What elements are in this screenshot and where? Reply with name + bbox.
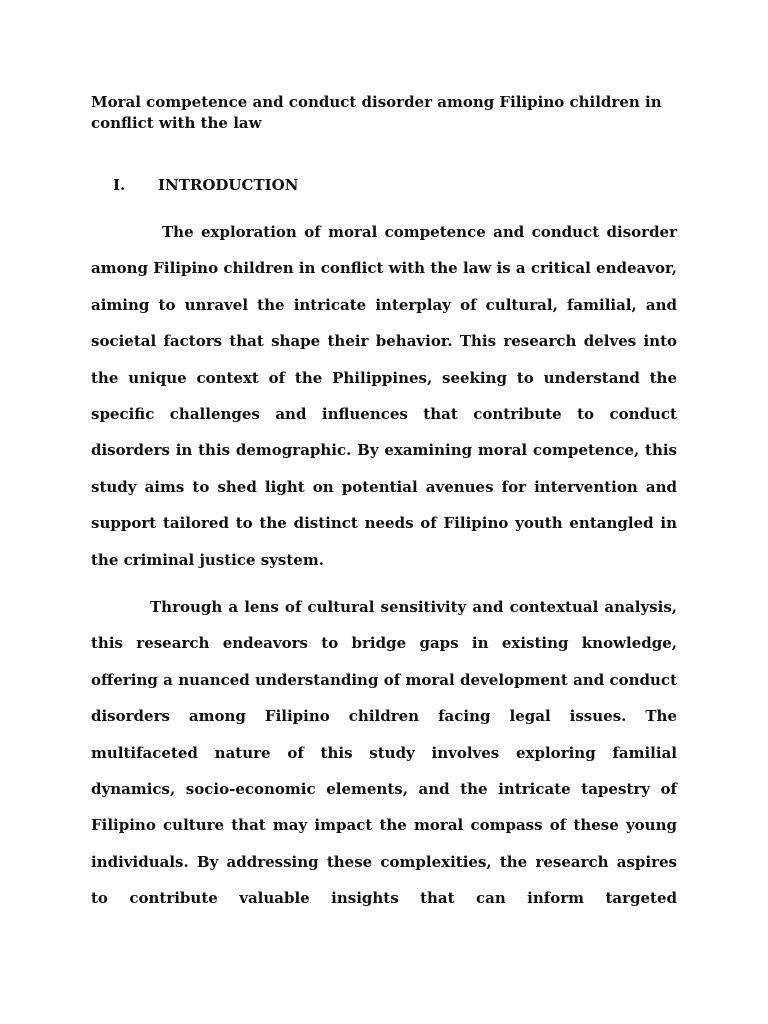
section-heading (113, 175, 298, 196)
section-number: I. (113, 176, 126, 194)
body-paragraph-1: The exploration of moral competence and conduct disorder among Filipino children in conflict with the law is a critical endeavor, aiming to unravel the intricate interplay of cultural, familial, and societal factors that shape their behavior. This research delves into the unique context of the Philippines, seeking to understand the specific challenges and influences that contribute to conduct disorders in this demographic. By examining moral competence, this study aims to shed light on potential avenues for intervention and support tailored to the distinct needs of Filipino youth entangled in the criminal justice system. (91, 223, 677, 569)
section-title: INTRODUCTION (158, 176, 299, 194)
document-title: Moral competence and conduct disorder among Filipino children in conflict with the law (91, 93, 662, 132)
body-paragraph-2: Through a lens of cultural sensitivity and contextual analysis, this research endeavors to bridge gaps in existing knowledge, offering a nuanced understanding of moral development and conduct disorders among Filipino children facing legal issues. The multifaceted nature of this study involves exploring familial dynamics, socio-economic elements, and the intricate tapestry of Filipino culture that may impact the moral compass of these young individuals. By addressing these complexities, the research aspires to contribute valuable insights that can inform targeted (91, 598, 677, 908)
